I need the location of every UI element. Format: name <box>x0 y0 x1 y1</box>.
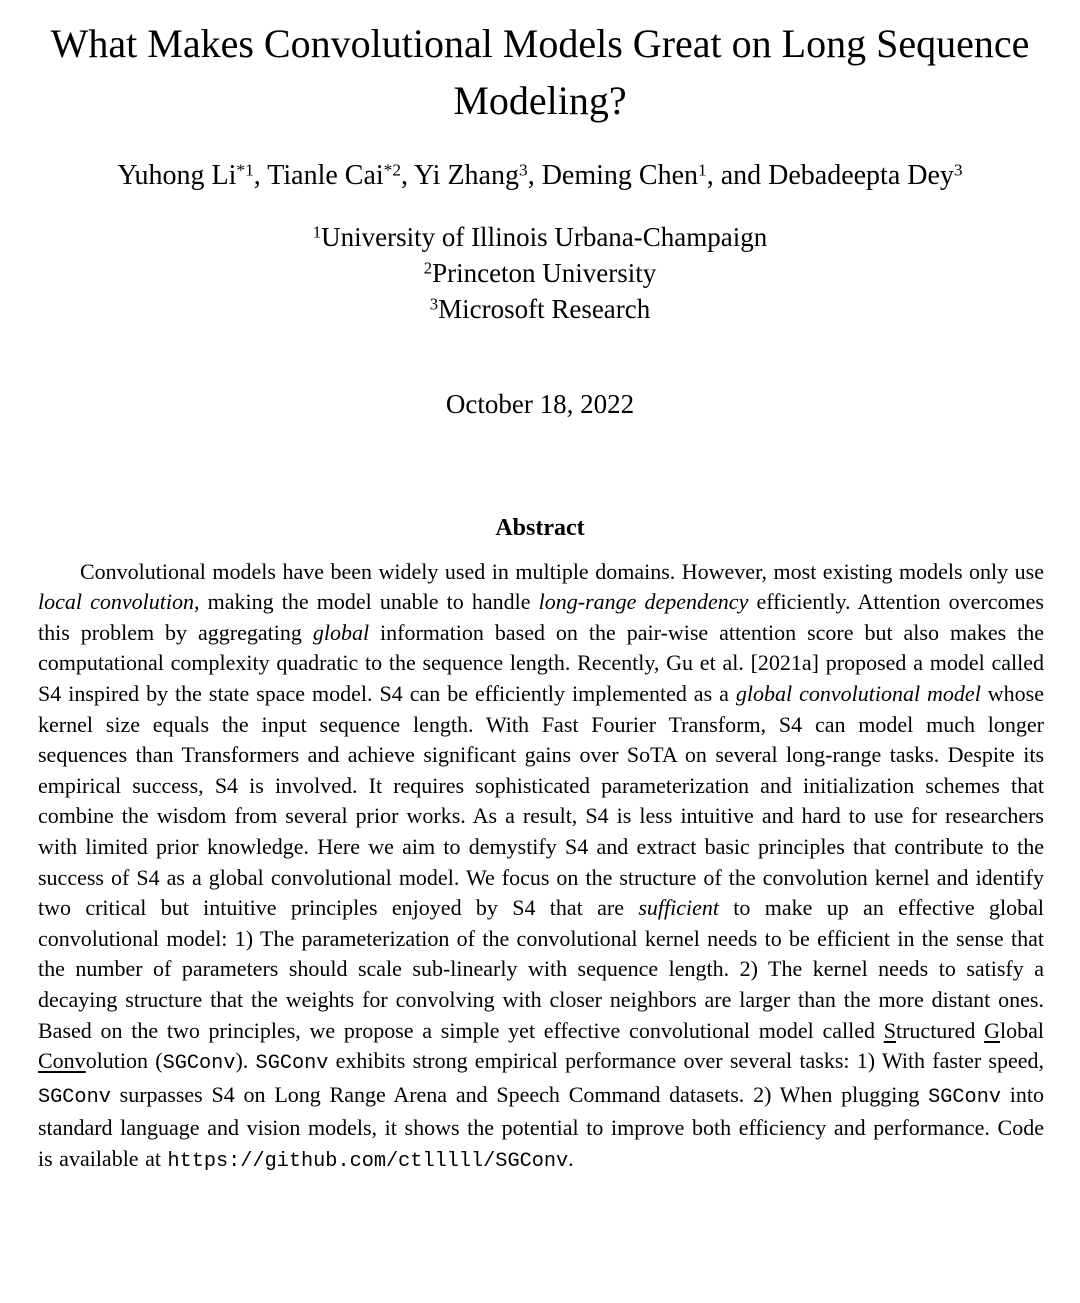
text-segment: sufficient <box>638 895 719 921</box>
affiliation-item <box>0 255 1080 291</box>
text-segment: 3 <box>519 159 528 179</box>
code-url-link[interactable]: https://github.com/ctlllll/SGConv <box>167 1149 569 1173</box>
date-line: October 18, 2022 <box>445 388 635 419</box>
text-segment: olution ( <box>85 1048 163 1074</box>
text-segment: ). <box>235 1048 256 1074</box>
affiliation-superscript: 2 <box>423 258 433 278</box>
affiliations <box>0 219 1080 327</box>
text-segment: SGConv <box>38 1085 111 1109</box>
text-segment: Conv <box>38 1048 86 1074</box>
text-segment: *2 <box>383 159 402 179</box>
abstract-heading: Abstract <box>495 514 585 541</box>
text-segment: exhibits strong empirical performance over several tasks: 1) With faster speed, <box>328 1048 1044 1074</box>
affiliation-name: Microsoft Research <box>438 293 651 324</box>
text-segment: G <box>984 1017 1001 1043</box>
text-segment: SGConv <box>928 1085 1001 1109</box>
affiliation-name: University of Illinois Urbana-Champaign <box>321 221 768 252</box>
affiliation-superscript: 3 <box>429 294 439 314</box>
paper-title <box>0 0 1080 130</box>
text-segment: , and <box>706 159 769 191</box>
text-segment: to make up an effective global convolutional model: 1) The parameterization of the convolutional kernel needs to be efficient in the sense that the number of parameters should scale sub-linearly with sequence length. 2) The kernel needs to satisfy a decaying structure that the weights for convolving with closer neighbors are larger than the more distant ones. Based on the two principles, we propose a simple yet effective convolutional model called <box>38 895 1045 1043</box>
abstract-text <box>38 557 1044 1178</box>
text-segment: long-range dependency <box>538 589 749 615</box>
text-segment: , making the model unable to handle <box>193 589 539 615</box>
text-segment: 1 <box>698 159 707 179</box>
text-segment: , <box>253 159 268 191</box>
text-segment: Deming Chen <box>541 159 698 191</box>
text-segment: 3 <box>953 159 963 179</box>
text-segment: , <box>527 159 542 191</box>
text-segment: global convolutional model <box>735 680 981 706</box>
text-segment: Convolutional models have been widely used in multiple domains. However, most existing models only use <box>80 558 1044 584</box>
title-line-1: What Makes Convolutional Models Great on Long Sequence <box>50 21 1030 66</box>
text-segment: surpasses S4 on Long Range Arena and Speech Command datasets. 2) When plugging <box>110 1081 929 1107</box>
affiliation-item <box>0 219 1080 255</box>
text-segment: SGConv <box>255 1052 329 1076</box>
text-segment: *1 <box>236 159 254 179</box>
text-segment: . <box>568 1145 574 1171</box>
affiliation-name: Princeton University <box>432 257 657 288</box>
affiliation-item <box>0 291 1080 327</box>
text-segment: S <box>883 1017 896 1043</box>
author-line <box>0 160 1080 192</box>
affiliation-superscript: 1 <box>312 222 322 242</box>
text-segment: Debadeepta Dey <box>768 159 954 191</box>
text-segment: SGConv <box>162 1052 236 1076</box>
text-segment: Yuhong Li <box>117 159 237 191</box>
text-segment: tructured <box>895 1017 985 1043</box>
text-segment: Tianle Cai <box>267 159 384 191</box>
text-segment: local convolution <box>38 589 194 615</box>
text-segment: lobal <box>1000 1017 1045 1043</box>
text-segment: information based on the pair-wise attention score but also makes the computational complexity quadratic to the sequence length. Recently, Gu et al. [2021a] proposed a model called S4 inspired by the state space model. S4 can be efficiently implemented as a <box>38 619 1044 706</box>
text-segment: Yi Zhang <box>414 159 519 191</box>
text-segment: whose kernel size equals the input sequence length. With Fast Fourier Transform, S4 can model much longer sequences than Transformers and achieve significant gains over SoTA on several long-range tasks. Despite its empirical success, S4 is involved. It requires sophisticated parameterization and initialization schemes that combine the wisdom from several prior works. As a result, S4 is less intuitive and hard to use for researchers with limited prior knowledge. Here we aim to demystify S4 and extract basic principles that contribute to the success of S4 as a global convolutional model. We focus on the structure of the convolution kernel and identify two critical but intuitive principles enjoyed by S4 that are <box>38 680 1045 921</box>
text-segment: into standard language and vision models, it shows the potential to improve both efficiency and performance. Code is available at <box>38 1081 1044 1171</box>
title-line-2: Modeling? <box>453 77 627 123</box>
text-segment: global <box>312 619 370 645</box>
text-segment: , <box>401 159 414 191</box>
text-segment: efficiently. Attention overcomes this problem by aggregating <box>38 589 1044 645</box>
